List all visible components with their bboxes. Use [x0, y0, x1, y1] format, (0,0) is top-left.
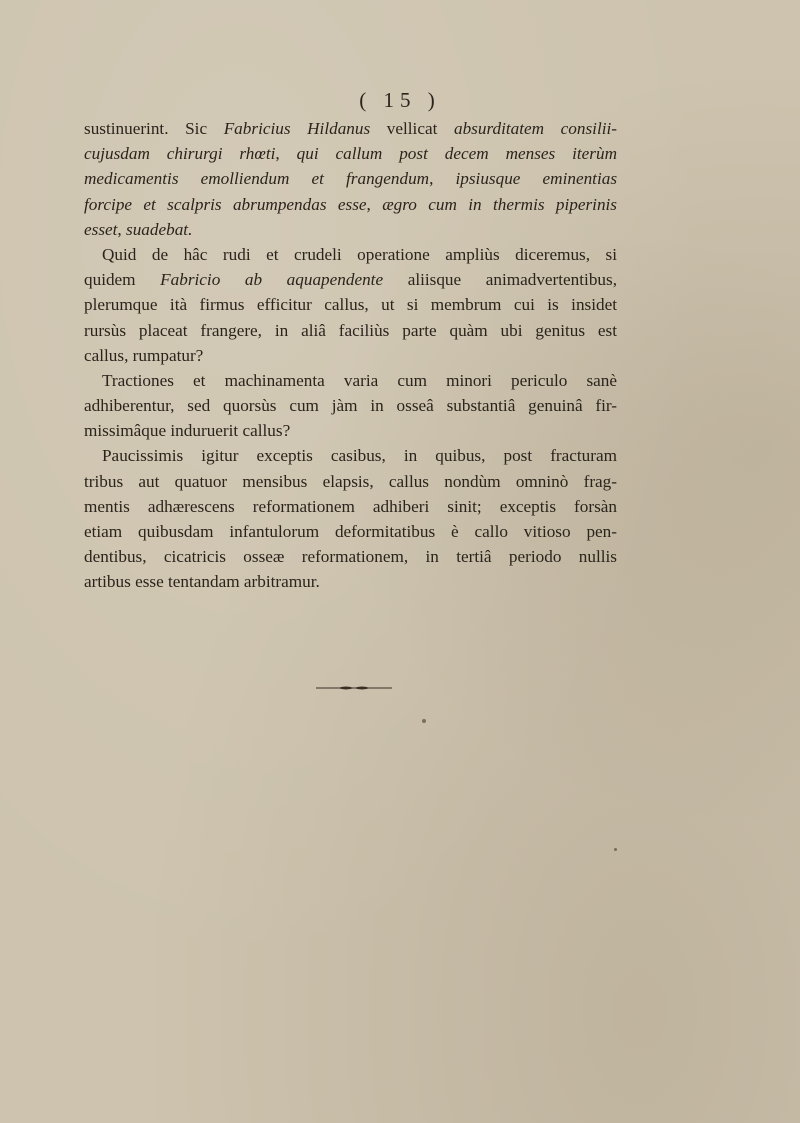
text-line	[84, 116, 617, 141]
italic-run: qui callum post decem menses iterùm	[296, 144, 617, 164]
paper-speck	[614, 848, 617, 851]
text-run: ,	[429, 169, 456, 189]
text-line	[84, 544, 617, 569]
text-run: tribus aut quatuor mensibus elapsis, callus nondùm omninò frag-	[84, 471, 617, 491]
text-run: ,	[275, 144, 297, 164]
text-line	[84, 368, 617, 393]
text-line	[84, 469, 617, 494]
text-run: dentibus, cicatricis osseæ reformationem, in tertiâ periodo nullis	[84, 547, 617, 567]
text-run: Paucissimis igitur exceptis casibus, in quibus, post fracturam	[102, 446, 617, 466]
text-run: etiam quibusdam infantulorum deformitatibus è callo vitioso pen-	[84, 522, 617, 541]
italic-run: forcipe et scalpris abrumpendas esse	[84, 194, 367, 214]
text-run: ,	[117, 219, 127, 239]
text-line	[84, 494, 617, 519]
page-number: ( 15 )	[359, 88, 441, 112]
italic-run: ægro cum in thermis piperinis	[382, 194, 617, 214]
text-run: aliisque animadvertentibus,	[383, 270, 617, 290]
text-run: vellicat	[370, 119, 454, 138]
italic-run: Fabricio ab aquapendente	[160, 270, 384, 290]
text-run: callus, rumpatur?	[84, 345, 204, 365]
text-line	[84, 292, 617, 317]
text-run: Tractiones et machinamenta varia cum minori periculo sanè	[102, 370, 617, 390]
text-run: mentis adhærescens reformationem adhiberi sinit; exceptis forsàn	[84, 496, 617, 516]
text-line	[84, 519, 617, 544]
body-text	[84, 116, 617, 595]
text-run: sustinuerint. Sic	[84, 119, 224, 138]
italic-run: absurditatem consilii-	[453, 119, 617, 138]
text-line	[84, 569, 617, 594]
text-run: rursùs placeat frangere, in aliâ faciliùs parte quàm ubi genitus est	[84, 320, 617, 340]
paper-speck	[422, 719, 426, 723]
text-run: missimâque induruerit callus?	[84, 421, 291, 441]
text-run: quidem	[84, 270, 161, 290]
text-line	[84, 166, 617, 191]
text-line	[84, 343, 617, 368]
paragraph	[84, 242, 617, 368]
italic-run: esset	[84, 219, 118, 239]
text-line	[84, 267, 617, 292]
text-run: artibus esse tentandam arbitramur.	[84, 572, 320, 592]
text-line	[84, 443, 617, 468]
text-line	[84, 393, 617, 418]
text-line	[84, 418, 617, 443]
italic-run: suadebat.	[126, 219, 193, 239]
italic-run: ipsiusque eminentias	[455, 169, 617, 189]
paragraph	[84, 116, 617, 242]
text-run: ,	[366, 194, 383, 214]
text-line	[84, 217, 617, 242]
text-run: Quid de hâc rudi et crudeli operatione ampliùs diceremus, si	[102, 244, 617, 264]
italic-run: medicamentis emolliendum et frangendum	[84, 169, 430, 189]
paragraph	[84, 368, 617, 444]
text-run: plerumque ità firmus efficitur callus, ut si membrum cui is insidet	[84, 295, 617, 315]
text-line	[84, 141, 617, 166]
text-line	[84, 318, 617, 343]
ornamental-rule	[316, 684, 392, 692]
text-run: adhiberentur, sed quorsùs cum jàm in osseâ substantiâ genuinâ fir-	[84, 396, 617, 416]
paragraph	[84, 443, 617, 594]
italic-run: cujusdam chirurgi rhœti	[84, 144, 276, 164]
text-line	[84, 242, 617, 267]
italic-run: Fabricius Hildanus	[223, 119, 371, 138]
text-line	[84, 192, 617, 217]
